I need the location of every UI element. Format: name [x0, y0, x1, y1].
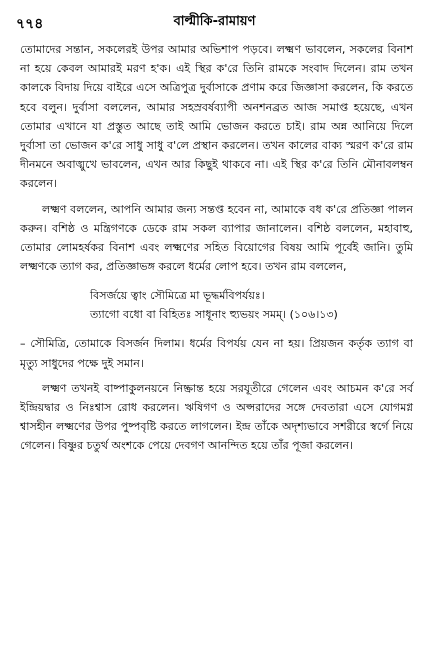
paragraph: তোমাদের সন্তান, সকলেরই উপর আমার অভিশাপ পড়বে। লক্ষ্মণ ভাবলেন, সকলের বিনাশ না হয়ে কেবল আমারই মরণ হ'ক। এই স্থির ক'রে তিনি রামকে সংবাদ দিলেন। রাম তখন কালকে বিদায় দিয়ে বাইরে এসে অত্রিপুত্র দুর্বাসাকে প্রণাম করে জিজ্ঞাসা করলেন, কি করতে হবে বলুন। দুর্বাসা বললেন, আমার সহস্রবর্ষব্যাপী অনশনব্রত আজ সমাপ্ত হয়েছে, এখন তোমার এখানে যা প্রস্তুত আছে তাই আমি ভোজন করতে চাই। রাম অন্ন আনিয়ে দিলে দুর্বাসা তা ভোজন ক'রে সাধু সাধু ব'লে প্রস্থান করলেন। তখন কালের বাক্য স্মরণ ক'রে রাম দীনমনে অবাঙ্মুখে ভাবলেন, এখন আর কিছুই থাকবে না। এই স্থির ক'রে তিনি মৌনাবলম্বন করলেন। [20, 43, 413, 191]
page-body [20, 40, 413, 456]
sanskrit-verse [90, 286, 413, 324]
page-header [16, 12, 413, 34]
verse-line: ত্যাগো বধো বা বিহিতঃ সাধূনাং হ্যুভয়ং সমম্। (১০৬।১৩) [90, 308, 338, 322]
verse-line: বিসর্জয়ে ত্বাং সৌমিত্রে মা ভূদ্ধর্মবিপর্যয়ঃ। [90, 289, 265, 303]
paragraph: লক্ষ্মণ তখনই বাষ্পাকুলনয়নে নিষ্ক্রান্ত হয়ে সরযূতীরে গেলেন এবং আচমন ক'রে সর্ব ইন্দ্রিয়দ্বার ও নিঃশ্বাস রোধ করলেন। ঋষিগণ ও অপ্সরাদের সঙ্গে দেবতারা এসে যোগমগ্ন শ্বাসহীন লক্ষ্মণের উপর পুষ্পবৃষ্টি করতে লাগলেন। ইন্দ্র তাঁকে অদৃশ্যভাবে সশরীরে স্বর্গে নিয়ে গেলেন। বিষ্ণুর চতুর্থ অংশকে পেয়ে দেবগণ আনন্দিত হয়ে তাঁর পূজা করলেন। [20, 381, 413, 453]
page-number: ৭৭৪ [16, 16, 44, 32]
running-title: বাল্মীকি-রামায়ণ [173, 14, 256, 29]
verse-translation: – সৌমিত্রি, তোমাকে বিসর্জন দিলাম। ধর্মের বিপর্যয় যেন না হয়। প্রিয়জন কর্তৃক ত্যাগ বা মৃত্যু সাধুদের পক্ষে দুই সমান। [20, 337, 413, 370]
paragraph: লক্ষ্মণ বললেন, আপনি আমার জন্য সন্তপ্ত হবেন না, আমাকে বধ ক'রে প্রতিজ্ঞা পালন করুন। বশিষ্ঠ ও মন্ত্রিগণকে ডেকে রাম সকল ব্যাপার জানালেন। বশিষ্ঠ বললেন, মহাবাহু, তোমার লোমহর্ষকর বিনাশ এবং লক্ষ্মণের সহিত বিয়োগের বিষয় আমি পূর্বেই জানি। তুমি লক্ষ্মণকে ত্যাগ কর, প্রতিজ্ঞাভঙ্গ করলে ধর্মের লোপ হবে। তখন রাম বললেন, [20, 202, 413, 274]
